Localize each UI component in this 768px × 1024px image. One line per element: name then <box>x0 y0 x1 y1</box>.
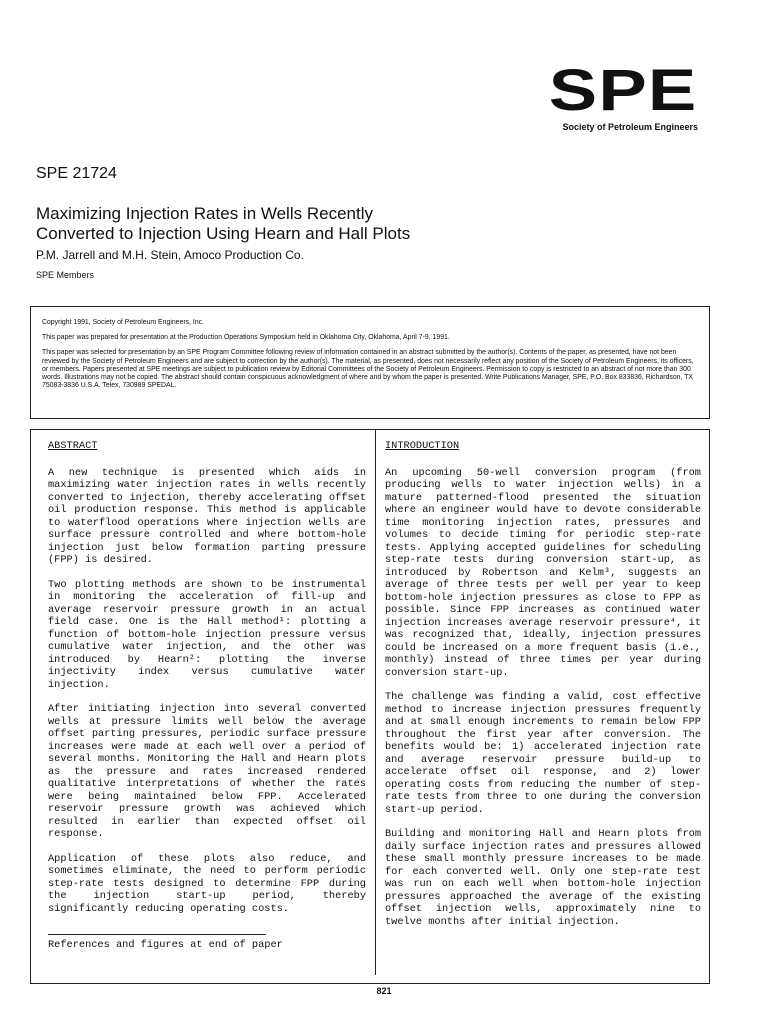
title-line-1: Maximizing Injection Rates in Wells Recently <box>36 204 373 223</box>
copyright-box <box>30 306 710 419</box>
copyright-line: Copyright 1991, Society of Petroleum Engineers, Inc. <box>42 319 205 326</box>
logo-text: SPE <box>549 58 698 123</box>
page-number: 821 <box>376 986 392 996</box>
title-line-2: Converted to Injection Using Hearn and Hall Plots <box>36 224 411 243</box>
introduction-paragraph: The challenge was finding a valid, cost effective method to increase injection pressures frequently and at small enough increments to remain below FPP throughout the first year after conversion. The benefits would be: 1) accelerated injection rate and average reservoir pressure build-up to accelerate offset oil response, and 2) lower operating costs from reducing the number of step-rate tests from three to one during the conversion start-up period. <box>385 691 701 816</box>
abstract-paragraph: Two plotting methods are shown to be instrumental in monitoring the acceleration of fill-up and average reservoir pressure growth in an actual field case. One is the Hall method¹: plotting a function of bottom-hole injection pressure versus cumulative water injection, and the other was introduced by Hearn²: plotting the inverse injectivity index versus cumulative water injection. <box>48 578 366 691</box>
abstract-column <box>48 440 366 964</box>
paper-title <box>36 204 556 244</box>
review-disclaimer: This paper was selected for presentation by an SPE Program Committee following review of information contained in an abstract submitted by the author(s). Contents of the paper, as presented, have not been reviewed by the Society of Petroleum Engineers and are subject to correction by the author(s). The material, as presented, does not necessarily reflect any position of the Society of Petroleum Engineers, its officers, or members. Papers presented at SPE meetings are subject to publication review by Editorial Committees of the Society of Petroleum Engineers. Permission to copy is restricted to an abstract of not more than 300 words. Illustrations may not be copied. The abstract should contain conspicuous acknowledgment of where and by whom the paper is presented. Write Publications Manager, SPE, P.O. Box 833836, Richardson, TX 75083-3836 U.S.A. Telex, 730989 SPEDAL. <box>42 349 694 390</box>
paper-number: SPE 21724 <box>36 165 117 182</box>
column-divider <box>375 430 376 975</box>
spe-logo <box>549 58 698 132</box>
logo-subtitle: Society of Petroleum Engineers <box>562 122 698 132</box>
introduction-paragraph: Building and monitoring Hall and Hearn plots from daily surface injection rates and pressures allowed these small monthly pressure increases to be made for each converted well. Only one step-rate test was run on each well when bottom-hole injection pressures approached the average of the existing offset injection wells, approximately nine to twelve months after initial injection. <box>385 828 701 928</box>
presentation-note: This paper was prepared for presentation at the Production Operations Symposium held in Oklahoma City, Oklahoma, April 7-9, 1991. <box>42 334 450 342</box>
footnote-rule <box>48 934 266 935</box>
abstract-paragraph: After initiating injection into several converted wells at pressure limits well below the average offset parting pressures, periodic surface pressure increases were made at each well over a period of several months. Monitoring the Hall and Hearn plots as the pressure and rates increased rendered qualitative interpretations of whether the rates were being maintained below FPP. Accelerated reservoir pressure growth was achieved which resulted in earlier than expected offset oil response. <box>48 703 366 840</box>
abstract-paragraph: Application of these plots also reduce, and sometimes eliminate, the need to perform periodic step-rate tests designed to determine FPP during the injection start-up period, thereby significantly reducing operating costs. <box>48 852 366 915</box>
authors: P.M. Jarrell and M.H. Stein, Amoco Production Co. <box>36 248 304 262</box>
introduction-heading: INTRODUCTION <box>385 440 460 452</box>
membership-note: SPE Members <box>36 270 95 280</box>
references-note: References and figures at end of paper <box>48 939 283 951</box>
introduction-column <box>385 440 701 940</box>
two-column-body <box>30 429 710 984</box>
abstract-paragraph: A new technique is presented which aids in maximizing water injection rates in wells recently converted to injection, thereby accelerating offset oil production response. This method is applicable to waterflood operations where injection wells are surface pressure controlled and where bottom-hole injection just below formation parting pressure (FPP) is desired. <box>48 466 366 566</box>
abstract-heading: ABSTRACT <box>48 440 98 452</box>
introduction-paragraph: An upcoming 50-well conversion program (from producing wells to water injection wells) in a mature patterned-flood presented the situation where an engineer would have to devote considerable time monitoring injection rates, pressures and volumes to decide timing for periodic step-rate tests. Applying accepted guidelines for scheduling step-rate tests during conversion start-up, as introduced by Robertson and Kelm³, suggests an average of three tests per well per year to keep bottom-hole injection pressures as close to FPP as possible. Since FPP increases as continued water injection increases average reservoir pressure⁴, it was recognized that, ideally, injection pressures could be increased on a more frequent basis (i.e., monthly) instead of three times per year during conversion start-up. <box>385 466 701 679</box>
